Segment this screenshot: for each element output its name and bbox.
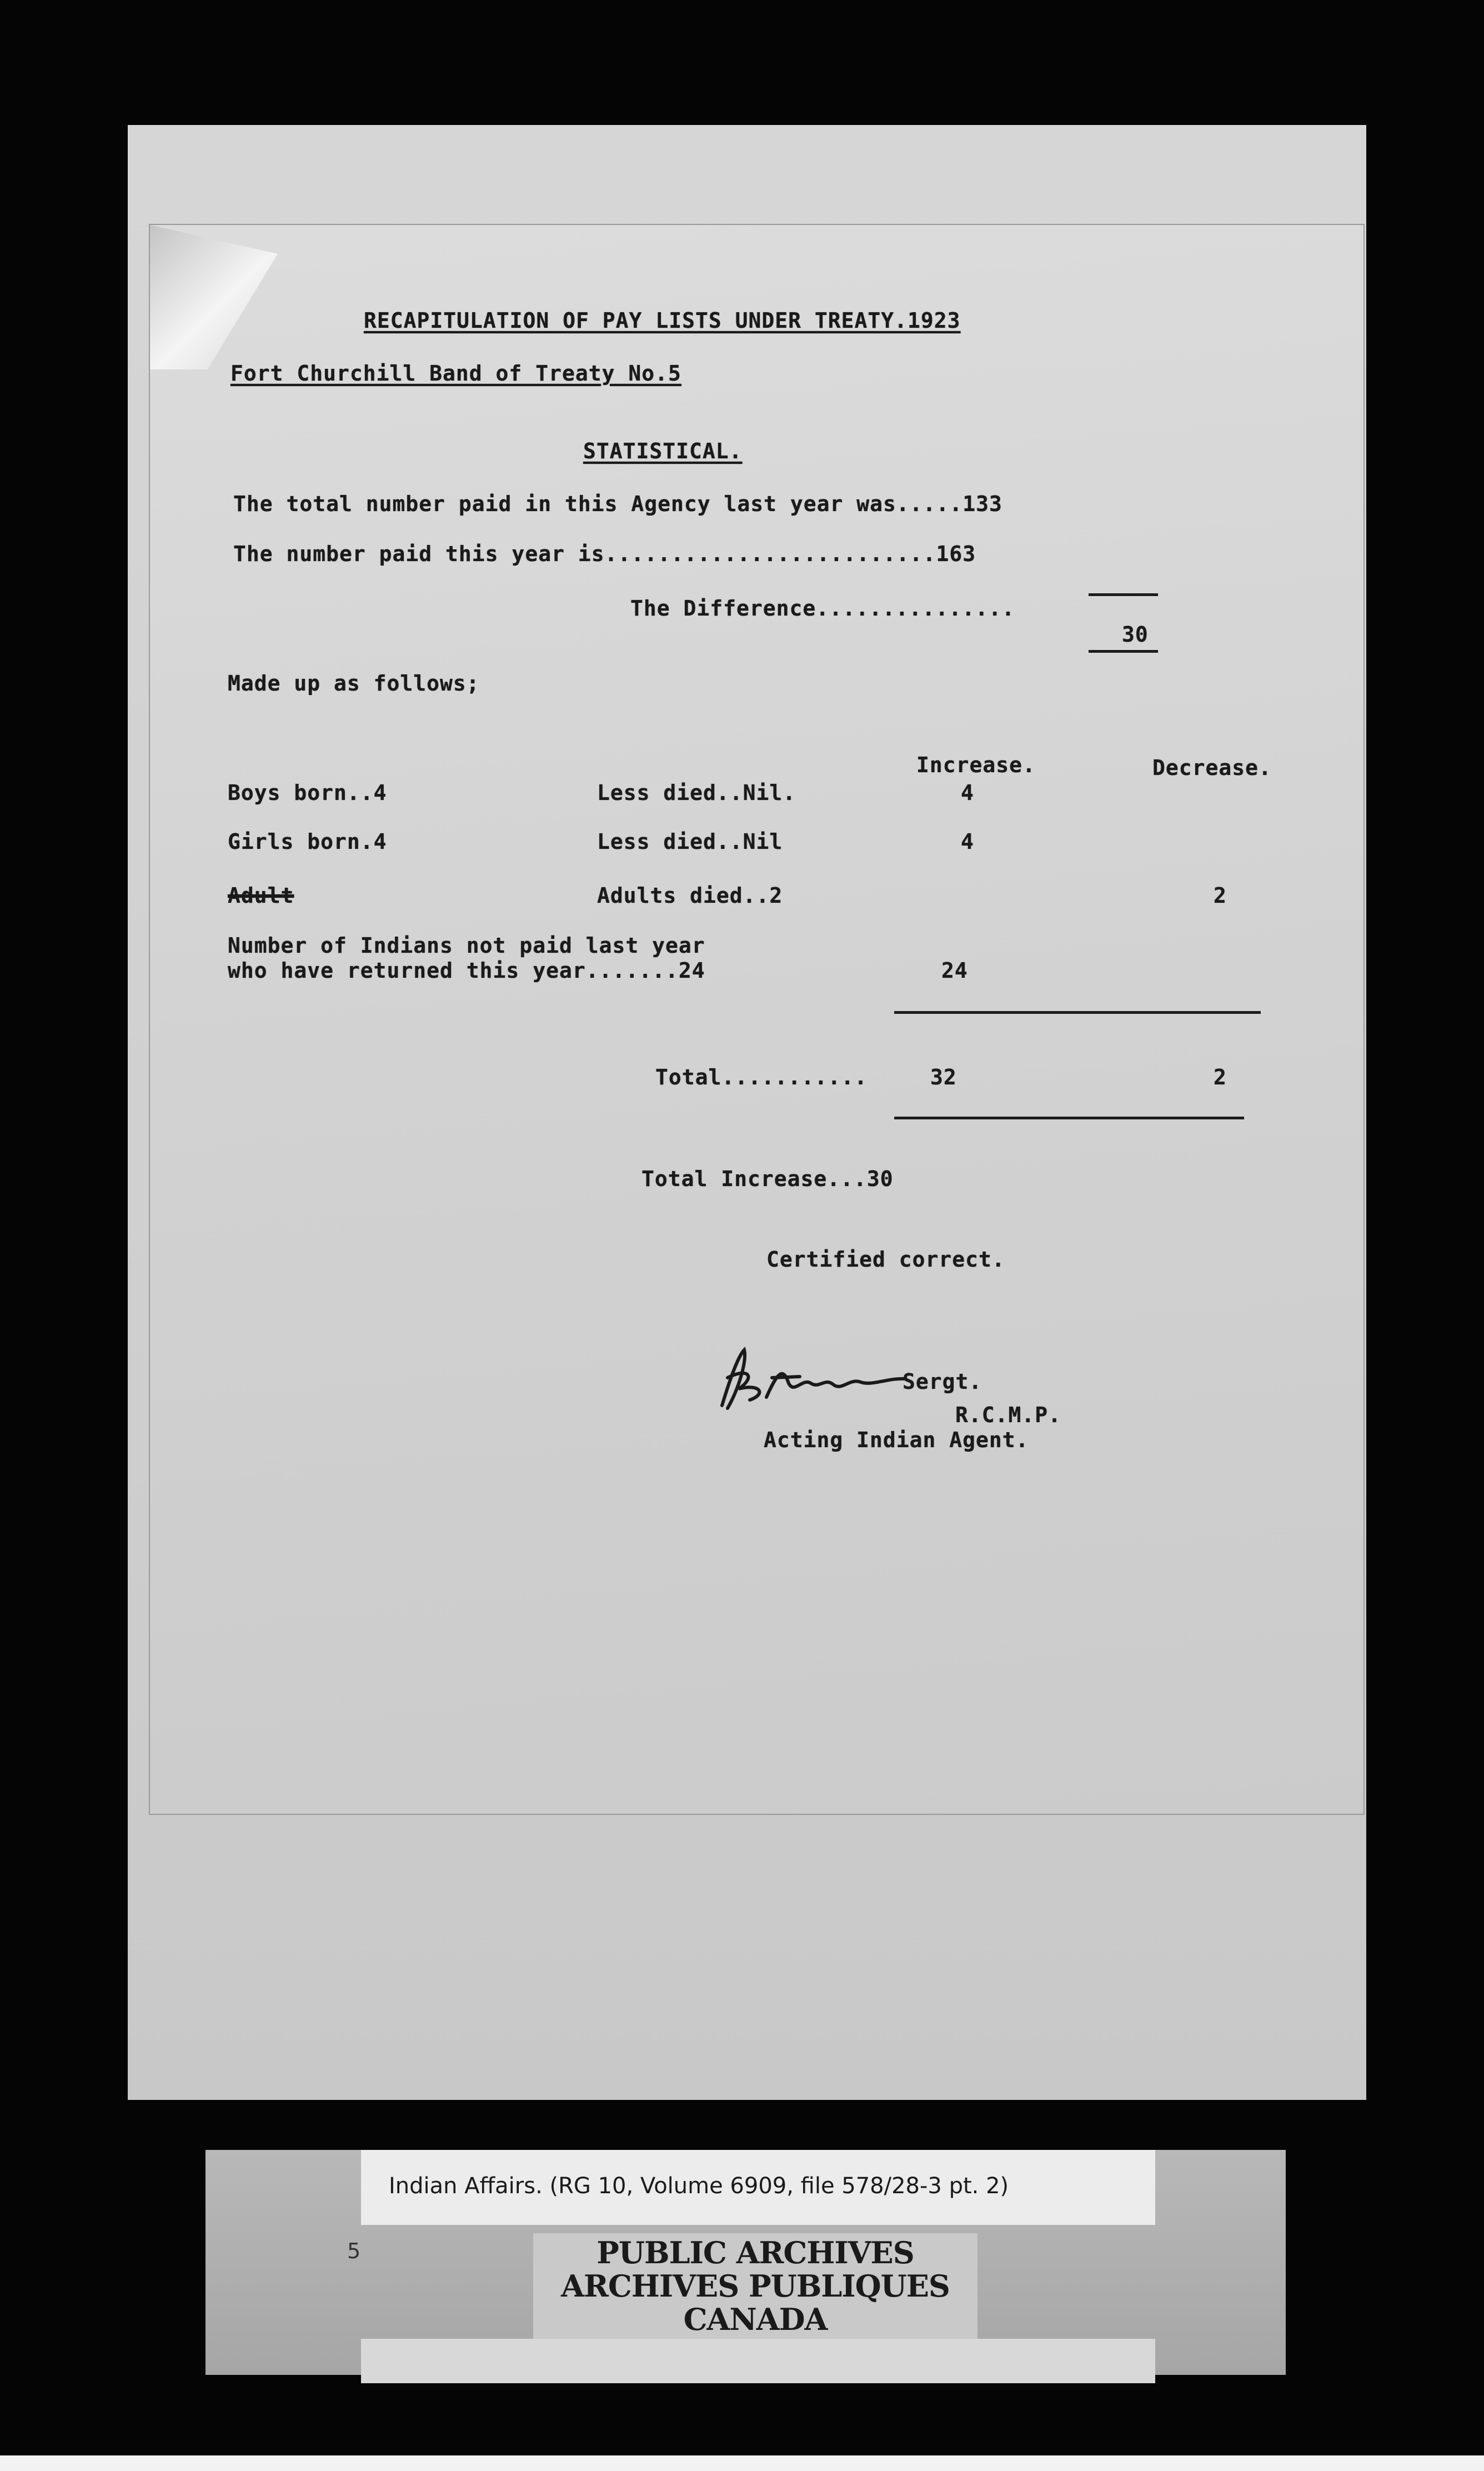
- archive-label-bottom: [361, 2339, 1155, 2383]
- band-name: Fort Churchill Band of Treaty No.5: [230, 361, 681, 386]
- increase-column-header: Increase.: [916, 753, 1036, 777]
- boys-died: Less died..Nil.: [597, 781, 796, 805]
- document-title: RECAPITULATION OF PAY LISTS UNDER TREATY.1923: [364, 308, 961, 333]
- signature-role: Acting Indian Agent.: [764, 1428, 1029, 1452]
- not-paid-line-2: who have returned this year.......24: [228, 958, 705, 983]
- not-paid-increase: 24: [941, 958, 968, 983]
- signature-org: R.C.M.P.: [955, 1403, 1062, 1427]
- decrease-column-header: Decrease.: [1152, 756, 1272, 780]
- girls-died: Less died..Nil: [597, 829, 783, 854]
- total-label: Total...........: [655, 1065, 868, 1089]
- boys-born: Boys born..4: [228, 781, 387, 805]
- signature-rank: Sergt.: [903, 1369, 982, 1394]
- document-sheet: [150, 225, 1363, 1814]
- scan-bottom-edge: [0, 2455, 1484, 2471]
- difference-rule-bottom: [1089, 650, 1158, 653]
- difference-label: The Difference...............: [630, 596, 1015, 621]
- line-this-year: The number paid this year is.........................163: [233, 542, 976, 566]
- boys-increase: 4: [961, 781, 974, 805]
- archives-stamp: [533, 2233, 977, 2339]
- difference-rule-top: [1089, 593, 1158, 596]
- section-heading: STATISTICAL.: [583, 439, 743, 463]
- girls-increase: 4: [961, 829, 974, 854]
- girls-born: Girls born.4: [228, 829, 387, 854]
- adults-decrease: 2: [1214, 883, 1227, 908]
- difference-value: 30: [1122, 622, 1149, 647]
- tab-number: 5: [347, 2239, 361, 2263]
- made-up-heading: Made up as follows;: [228, 671, 480, 696]
- total-increase: Total Increase...30: [641, 1167, 894, 1191]
- stamp-line-2: ARCHIVES PUBLIQUES: [561, 2268, 950, 2304]
- line-last-year: The total number paid in this Agency last year was.....133: [233, 492, 1002, 516]
- handwritten-signature: [705, 1344, 911, 1417]
- file-reference-text: Indian Affairs. (RG 10, Volume 6909, file 578/28-3 pt. 2): [389, 2173, 1009, 2199]
- stamp-line-1: PUBLIC ARCHIVES: [596, 2235, 914, 2270]
- struck-out-word: Adult: [228, 883, 294, 908]
- total-increase-value: 32: [930, 1065, 957, 1089]
- total-decrease-value: 2: [1214, 1065, 1227, 1089]
- total-rule-bottom: [894, 1117, 1244, 1119]
- stamp-line-3: CANADA: [683, 2302, 828, 2337]
- not-paid-line-1: Number of Indians not paid last year: [228, 933, 705, 958]
- adults-died: Adults died..2: [597, 883, 783, 908]
- total-rule-top: [894, 1011, 1261, 1014]
- certified-correct: Certified correct.: [766, 1247, 1005, 1272]
- file-reference-label: [361, 2150, 1155, 2225]
